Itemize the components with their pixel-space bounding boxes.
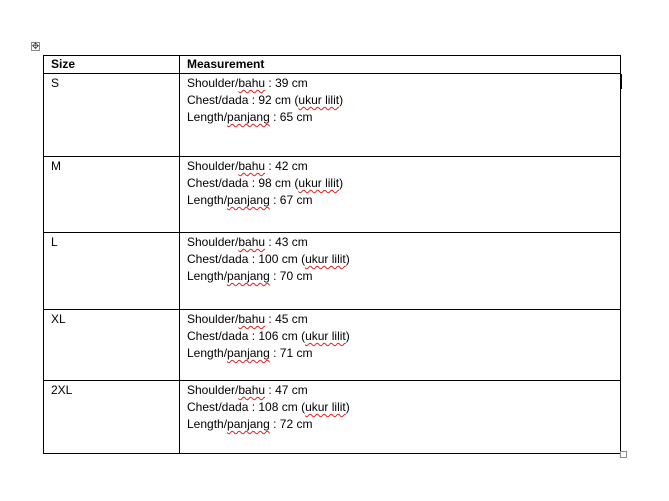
shoulder-line: Shoulder/bahu : 43 cm [187, 235, 308, 249]
size-cell[interactable]: S [44, 74, 180, 157]
header-size[interactable]: Size [44, 56, 180, 74]
chest-line: Chest/dada : 106 cm (ukur lilit) [187, 329, 350, 343]
length-line: Length/panjang : 65 cm [187, 110, 313, 124]
shoulder-line: Shoulder/bahu : 39 cm [187, 76, 308, 90]
size-cell[interactable]: L [44, 233, 180, 310]
shoulder-line: Shoulder/bahu : 42 cm [187, 159, 308, 173]
length-line: Length/panjang : 70 cm [187, 269, 313, 283]
length-line: Length/panjang : 67 cm [187, 193, 313, 207]
table-move-handle-icon[interactable]: ✥ [31, 41, 40, 51]
measurement-cell[interactable] [180, 157, 621, 233]
shoulder-line: Shoulder/bahu : 45 cm [187, 312, 308, 326]
chest-line: Chest/dada : 98 cm (ukur lilit) [187, 176, 344, 190]
measurement-cell[interactable] [180, 74, 621, 157]
length-line: Length/panjang : 71 cm [187, 346, 313, 360]
size-cell[interactable]: 2XL [44, 381, 180, 454]
shoulder-line: Shoulder/bahu : 47 cm [187, 383, 308, 397]
size-cell[interactable]: XL [44, 310, 180, 381]
chest-line: Chest/dada : 92 cm (ukur lilit) [187, 93, 344, 107]
chest-line: Chest/dada : 108 cm (ukur lilit) [187, 400, 350, 414]
measurement-cell[interactable] [180, 310, 621, 381]
table-row [44, 310, 621, 381]
length-line: Length/panjang : 72 cm [187, 417, 313, 431]
table-resize-handle-icon[interactable] [620, 451, 627, 458]
table-header-row [44, 56, 621, 74]
size-cell[interactable]: M [44, 157, 180, 233]
measurement-cell[interactable] [180, 381, 621, 454]
table-row [44, 74, 621, 157]
table-row [44, 233, 621, 310]
size-chart-table [43, 55, 621, 454]
text-cursor [621, 74, 622, 89]
table-row [44, 157, 621, 233]
table-row [44, 381, 621, 454]
chest-line: Chest/dada : 100 cm (ukur lilit) [187, 252, 350, 266]
measurement-cell[interactable] [180, 233, 621, 310]
header-measurement[interactable]: Measurement [180, 56, 621, 74]
